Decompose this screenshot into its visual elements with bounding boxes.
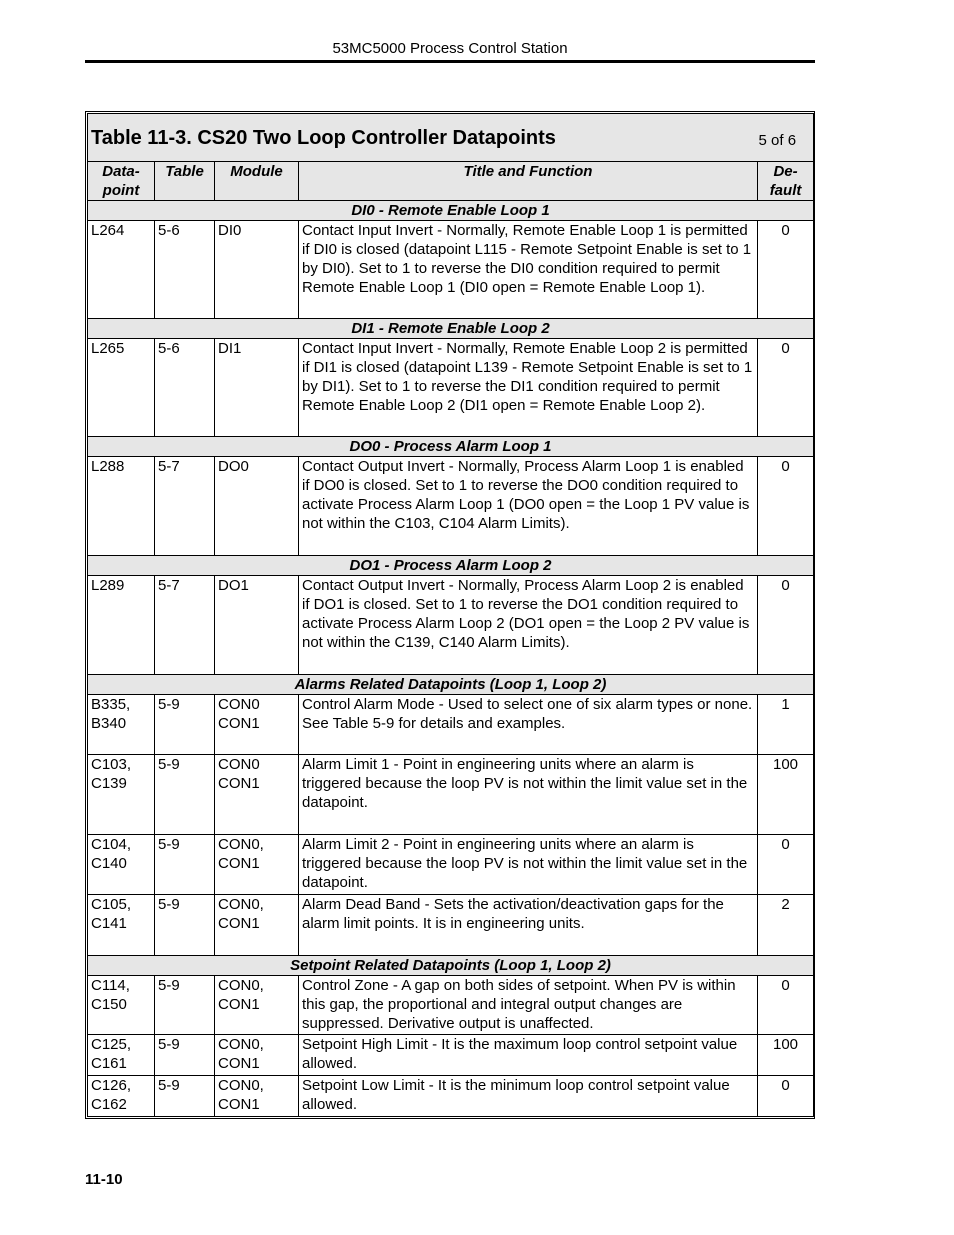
table-page-indicator: 5 of 6	[758, 132, 797, 149]
column-header-title-function: Title and Function	[299, 162, 758, 201]
table-caption	[88, 114, 814, 162]
table-ref-cell: 5-7	[155, 457, 215, 556]
datapoint-cell: C126, C162	[88, 1076, 155, 1117]
section-header-row	[88, 675, 814, 695]
description-cell: Contact Output Invert - Normally, Process Alarm Loop 1 is enabled if DO0 is closed. Set to 1 to reverse the DO0 condition required to activate Process Alarm Loop 1 (DO0 open = the Loop 1 PV value is not within the C103, C104 Alarm Limits).	[299, 457, 758, 556]
module-cell: DI0	[215, 221, 299, 319]
section-header-row	[88, 437, 814, 457]
default-cell: 0	[758, 835, 814, 895]
datapoint-cell: C105, C141	[88, 895, 155, 956]
description-cell: Setpoint High Limit - It is the maximum loop control setpoint value allowed.	[299, 1035, 758, 1076]
table-ref-cell: 5-9	[155, 1076, 215, 1117]
description-cell: Control Zone - A gap on both sides of setpoint. When PV is within this gap, the proportional and integral output changes are suppressed. Derivative output is unaffected.	[299, 976, 758, 1035]
column-header-row	[88, 162, 814, 201]
default-cell: 100	[758, 755, 814, 835]
column-header-module: Module	[215, 162, 299, 201]
default-cell: 2	[758, 895, 814, 956]
table-row	[88, 976, 814, 1035]
default-cell: 0	[758, 1076, 814, 1117]
module-cell: CON0, CON1	[215, 895, 299, 956]
description-cell: Contact Output Invert - Normally, Process Alarm Loop 2 is enabled if DO1 is closed. Set to 1 to reverse the DO1 condition required to activate Process Alarm Loop 2 (DO1 open = the Loop 2 PV value is not within the C139, C140 Alarm Limits).	[299, 576, 758, 675]
description-cell: Alarm Limit 1 - Point in engineering units where an alarm is triggered because the loop PV is not within the limit value set in the datapoint.	[299, 755, 758, 835]
module-cell: CON0 CON1	[215, 755, 299, 835]
table-row	[88, 457, 814, 556]
module-cell: CON0, CON1	[215, 1035, 299, 1076]
table-ref-cell: 5-9	[155, 1035, 215, 1076]
description-cell: Contact Input Invert - Normally, Remote Enable Loop 1 is permitted if DI0 is closed (datapoint L115 - Remote Setpoint Enable is set to 1 by DI0). Set to 1 to reverse the DI0 condition required to permit Remote Enable Loop 1 (DI0 open = Remote Enable Loop 1).	[299, 221, 758, 319]
datapoint-cell: L264	[88, 221, 155, 319]
datapoint-cell: C104, C140	[88, 835, 155, 895]
table-row	[88, 221, 814, 319]
table-ref-cell: 5-7	[155, 576, 215, 675]
description-cell: Setpoint Low Limit - It is the minimum loop control setpoint value allowed.	[299, 1076, 758, 1117]
default-cell: 0	[758, 457, 814, 556]
datapoint-cell: C103, C139	[88, 755, 155, 835]
table-ref-cell: 5-9	[155, 755, 215, 835]
table-ref-cell: 5-6	[155, 339, 215, 437]
description-cell: Contact Input Invert - Normally, Remote Enable Loop 2 is permitted if DI1 is closed (datapoint L139 - Remote Setpoint Enable is set to 1 by DI1). Set to 1 to reverse the DI1 condition required to permit Remote Enable Loop 2 (DI1 open = Remote Enable Loop 2).	[299, 339, 758, 437]
section-title: DI0 - Remote Enable Loop 1	[88, 201, 814, 221]
module-cell: CON0, CON1	[215, 1076, 299, 1117]
section-title: Alarms Related Datapoints (Loop 1, Loop 2)	[88, 675, 814, 695]
table-row	[88, 339, 814, 437]
module-cell: DO0	[215, 457, 299, 556]
section-title: DO1 - Process Alarm Loop 2	[88, 556, 814, 576]
default-cell: 0	[758, 339, 814, 437]
section-title: Setpoint Related Datapoints (Loop 1, Loop 2)	[88, 956, 814, 976]
datapoints-table-frame	[85, 111, 815, 1119]
table-row	[88, 835, 814, 895]
section-header-row	[88, 201, 814, 221]
table-ref-cell: 5-6	[155, 221, 215, 319]
datapoints-table	[87, 113, 814, 1117]
default-cell: 100	[758, 1035, 814, 1076]
column-header-table: Table	[155, 162, 215, 201]
page-number: 11-10	[85, 1171, 123, 1188]
table-row	[88, 755, 814, 835]
section-title: DI1 - Remote Enable Loop 2	[88, 319, 814, 339]
module-cell: CON0 CON1	[215, 695, 299, 755]
datapoint-cell: L265	[88, 339, 155, 437]
table-row	[88, 695, 814, 755]
section-title: DO0 - Process Alarm Loop 1	[88, 437, 814, 457]
default-cell: 0	[758, 976, 814, 1035]
section-header-row	[88, 556, 814, 576]
module-cell: DO1	[215, 576, 299, 675]
column-header-default: De- fault	[758, 162, 814, 201]
description-cell: Alarm Limit 2 - Point in engineering units where an alarm is triggered because the loop PV is not within the limit value set in the datapoint.	[299, 835, 758, 895]
default-cell: 0	[758, 576, 814, 675]
column-header-datapoint: Data- point	[88, 162, 155, 201]
table-row	[88, 1076, 814, 1117]
table-ref-cell: 5-9	[155, 895, 215, 956]
module-cell: DI1	[215, 339, 299, 437]
section-header-row	[88, 319, 814, 339]
table-row	[88, 576, 814, 675]
running-header: 53MC5000 Process Control Station	[332, 40, 568, 57]
table-ref-cell: 5-9	[155, 835, 215, 895]
table-title: Table 11-3. CS20 Two Loop Controller Datapoints	[91, 127, 556, 149]
header-rule	[85, 60, 815, 63]
module-cell: CON0, CON1	[215, 976, 299, 1035]
table-row	[88, 895, 814, 956]
datapoint-cell: L288	[88, 457, 155, 556]
datapoint-cell: C114, C150	[88, 976, 155, 1035]
description-cell: Control Alarm Mode - Used to select one of six alarm types or none. See Table 5-9 for details and examples.	[299, 695, 758, 755]
description-cell: Alarm Dead Band - Sets the activation/deactivation gaps for the alarm limit points. It is in engineering units.	[299, 895, 758, 956]
default-cell: 0	[758, 221, 814, 319]
table-body	[88, 114, 814, 1117]
table-ref-cell: 5-9	[155, 976, 215, 1035]
datapoint-cell: B335, B340	[88, 695, 155, 755]
table-ref-cell: 5-9	[155, 695, 215, 755]
datapoint-cell: C125, C161	[88, 1035, 155, 1076]
datapoint-cell: L289	[88, 576, 155, 675]
default-cell: 1	[758, 695, 814, 755]
section-header-row	[88, 956, 814, 976]
module-cell: CON0, CON1	[215, 835, 299, 895]
table-row	[88, 1035, 814, 1076]
